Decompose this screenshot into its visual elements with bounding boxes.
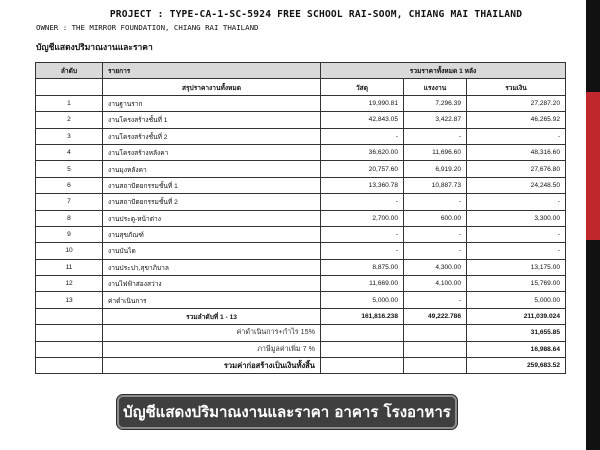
row-item: ค่าดำเนินการ — [103, 292, 321, 308]
table-row — [36, 144, 566, 160]
document-header — [36, 9, 576, 54]
header-item: รายการ — [103, 63, 321, 79]
row-material: - — [321, 194, 404, 210]
boq-table — [35, 62, 566, 374]
overhead-row — [36, 325, 566, 341]
owner-line: OWNER : THE MIRROR FOUNDATION, CHIANG RAI THAILAND — [36, 23, 259, 32]
row-no: 12 — [36, 276, 103, 292]
row-total: - — [467, 194, 566, 210]
header-material: วัสดุ — [321, 79, 404, 95]
document-title: บัญชีแสดงปริมาณงานและราคา — [36, 43, 153, 53]
project-title: PROJECT : TYPE-CA-1-SC-5924 FREE SCHOOL RAI-SOOM, CHIANG MAI THAILAND — [109, 9, 523, 20]
row-no: 6 — [36, 177, 103, 193]
row-labor: - — [404, 292, 467, 308]
row-material: 20,757.60 — [321, 161, 404, 177]
header-summary: สรุปราคางานทั้งหมด — [103, 79, 321, 95]
row-labor: 6,919.20 — [404, 161, 467, 177]
table-row — [36, 226, 566, 242]
row-total: - — [467, 128, 566, 144]
table-row — [36, 128, 566, 144]
row-labor: 4,300.00 — [404, 259, 467, 275]
grand-total-labor-blank — [404, 358, 467, 374]
header-blank — [36, 79, 103, 95]
overhead-label: ค่าดำเนินการ+กำไร 15% — [103, 325, 321, 341]
row-labor: 4,100.00 — [404, 276, 467, 292]
table-header-row-1 — [36, 63, 566, 79]
row-total: 24,248.50 — [467, 177, 566, 193]
row-material: 19,990.81 — [321, 95, 404, 111]
row-labor: - — [404, 243, 467, 259]
overhead-material-blank — [321, 325, 404, 341]
overhead-labor-blank — [404, 325, 467, 341]
overhead-blank — [36, 325, 103, 341]
vat-total: 16,988.64 — [467, 341, 566, 357]
row-total: - — [467, 226, 566, 242]
row-no: 11 — [36, 259, 103, 275]
grand-total-blank — [36, 358, 103, 374]
row-total: 15,769.00 — [467, 276, 566, 292]
subtotal-label: รวมลำดับที่ 1 - 13 — [103, 308, 321, 324]
row-total: 27,676.80 — [467, 161, 566, 177]
row-material: 2,700.00 — [321, 210, 404, 226]
row-no: 2 — [36, 112, 103, 128]
table-row — [36, 177, 566, 193]
table-header-row-2 — [36, 79, 566, 95]
subtotal-material: 161,816.238 — [321, 308, 404, 324]
table-row — [36, 112, 566, 128]
table-row — [36, 292, 566, 308]
row-material: - — [321, 128, 404, 144]
table-row — [36, 243, 566, 259]
row-no: 13 — [36, 292, 103, 308]
right-edge-stripe — [586, 0, 600, 450]
row-total: 46,265.92 — [467, 112, 566, 128]
header-amount: รวมเงิน — [467, 79, 566, 95]
row-material: 42,843.05 — [321, 112, 404, 128]
row-material: - — [321, 226, 404, 242]
vat-label: ภาษีมูลค่าเพิ่ม 7 % — [103, 341, 321, 357]
row-no: 5 — [36, 161, 103, 177]
grand-total-value: 259,683.52 — [467, 358, 566, 374]
row-item: งานโครงสร้างชั้นที่ 1 — [103, 112, 321, 128]
row-labor: - — [404, 226, 467, 242]
row-no: 10 — [36, 243, 103, 259]
row-no: 7 — [36, 194, 103, 210]
caption-banner: บัญชีแสดงปริมาณงานและราคา อาคาร โรงอาหาร — [117, 395, 457, 429]
table-row — [36, 95, 566, 111]
vat-material-blank — [321, 341, 404, 357]
table-row — [36, 276, 566, 292]
row-total: 48,316.60 — [467, 144, 566, 160]
row-labor: 3,422.87 — [404, 112, 467, 128]
row-item: งานมุงหลังคา — [103, 161, 321, 177]
row-labor: 600.00 — [404, 210, 467, 226]
subtotal-blank — [36, 308, 103, 324]
row-material: 11,669.00 — [321, 276, 404, 292]
subtotal-labor: 49,222.786 — [404, 308, 467, 324]
row-item: งานไฟฟ้าส่องสว่าง — [103, 276, 321, 292]
grand-total-material-blank — [321, 358, 404, 374]
row-material: - — [321, 243, 404, 259]
table-row — [36, 161, 566, 177]
row-item: งานสถาปัตยกรรมชั้นที่ 1 — [103, 177, 321, 193]
row-labor: 11,696.60 — [404, 144, 467, 160]
header-labor: แรงงาน — [404, 79, 467, 95]
overhead-total: 31,655.85 — [467, 325, 566, 341]
table-row — [36, 259, 566, 275]
row-material: 13,360.78 — [321, 177, 404, 193]
table-row — [36, 194, 566, 210]
table-row — [36, 210, 566, 226]
subtotal-row — [36, 308, 566, 324]
grand-total-row — [36, 358, 566, 374]
vat-row — [36, 341, 566, 357]
subtotal-total: 211,039.024 — [467, 308, 566, 324]
row-labor: 7,296.39 — [404, 95, 467, 111]
row-item: งานโครงสร้างชั้นที่ 2 — [103, 128, 321, 144]
row-material: 5,000.00 — [321, 292, 404, 308]
row-total: 13,175.00 — [467, 259, 566, 275]
row-item: งานประตู-หน้าต่าง — [103, 210, 321, 226]
row-item: งานสุขภัณฑ์ — [103, 226, 321, 242]
row-labor: - — [404, 128, 467, 144]
row-total: 27,287.20 — [467, 95, 566, 111]
row-labor: 10,887.73 — [404, 177, 467, 193]
row-no: 3 — [36, 128, 103, 144]
row-no: 1 — [36, 95, 103, 111]
row-no: 9 — [36, 226, 103, 242]
row-total: 3,300.00 — [467, 210, 566, 226]
grand-total-label: รวมค่าก่อสร้างเป็นเงินทั้งสิ้น — [103, 358, 321, 374]
row-total: - — [467, 243, 566, 259]
header-no: ลำดับ — [36, 63, 103, 79]
row-material: 36,620.00 — [321, 144, 404, 160]
row-item: งานบันได — [103, 243, 321, 259]
vat-blank — [36, 341, 103, 357]
right-edge-red-accent — [586, 92, 600, 240]
row-item: งานสถาปัตยกรรมชั้นที่ 2 — [103, 194, 321, 210]
row-no: 4 — [36, 144, 103, 160]
row-labor: - — [404, 194, 467, 210]
row-material: 8,875.00 — [321, 259, 404, 275]
vat-labor-blank — [404, 341, 467, 357]
row-no: 8 — [36, 210, 103, 226]
row-item: งานฐานราก — [103, 95, 321, 111]
row-total: 5,000.00 — [467, 292, 566, 308]
row-item: งานประปา,สุขาภิบาล — [103, 259, 321, 275]
header-total-group: รวมราคาทั้งหมด 1 หลัง — [321, 63, 566, 79]
row-item: งานโครงสร้างหลังคา — [103, 144, 321, 160]
